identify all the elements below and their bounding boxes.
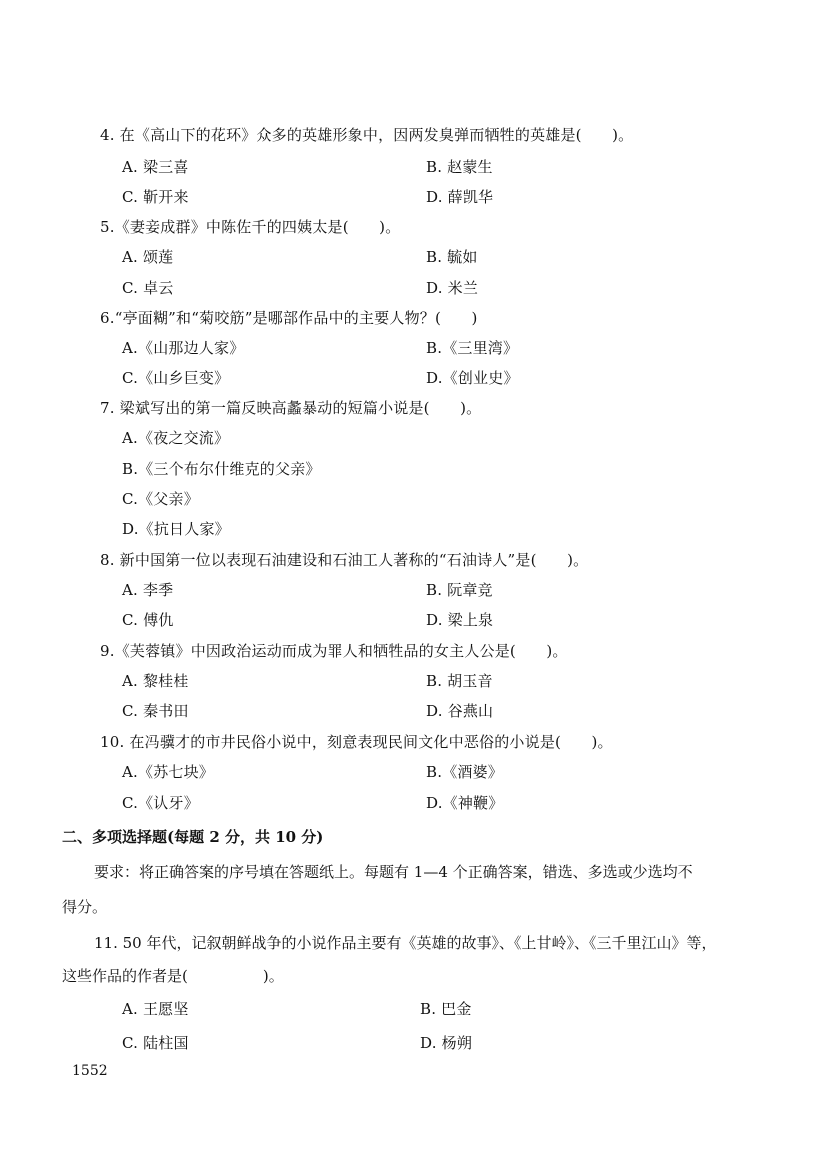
- section-2-requirement-line-2: 得分。: [62, 898, 108, 916]
- question-4-option-d: D. 薛凯华: [426, 188, 494, 206]
- question-4-option-a: A. 梁三喜: [122, 158, 189, 176]
- section-2-title: 二、多项选择题(每题 2 分，共 10 分): [62, 828, 324, 846]
- question-11-option-b: B. 巴金: [420, 1000, 472, 1018]
- question-11-option-d: D. 杨朔: [420, 1034, 473, 1052]
- question-9-option-d: D. 谷燕山: [426, 702, 494, 720]
- question-5-stem: 5.《妻妾成群》中陈佐千的四姨太是( )。: [100, 218, 401, 236]
- question-11-stem-line-2: 这些作品的作者是( )。: [62, 967, 284, 985]
- question-7-option-c: C.《父亲》: [122, 490, 199, 508]
- question-11-stem-line-1: 11. 50 年代，记叙朝鲜战争的小说作品主要有《英雄的故事》、《上甘岭》、《三千里江山》等，: [94, 934, 717, 952]
- question-4-option-c: C. 靳开来: [122, 188, 189, 206]
- question-5-option-c: C. 卓云: [122, 279, 174, 297]
- question-5-option-b: B. 毓如: [426, 248, 478, 266]
- question-10-stem: 10. 在冯骥才的市井民俗小说中，刻意表现民间文化中恶俗的小说是( )。: [100, 733, 613, 751]
- question-10-option-c: C.《认牙》: [122, 794, 199, 812]
- page-number: 1552: [72, 1063, 108, 1079]
- question-6-stem: 6.“亭面糊”和“菊咬筋”是哪部作品中的主要人物？( ): [100, 309, 478, 327]
- question-4-stem: 4. 在《高山下的花环》众多的英雄形象中，因两发臭弹而牺牲的英雄是( )。: [100, 126, 634, 144]
- question-7-option-d: D.《抗日人家》: [122, 520, 230, 538]
- question-9-option-c: C. 秦书田: [122, 702, 189, 720]
- question-10-option-b: B.《酒婆》: [426, 763, 503, 781]
- question-11-option-a: A. 王愿坚: [122, 1000, 189, 1018]
- question-7-option-a: A.《夜之交流》: [122, 429, 230, 447]
- question-8-option-a: A. 李季: [122, 581, 174, 599]
- section-2-requirement-line-1: 要求：将正确答案的序号填在答题纸上。每题有 1—4 个正确答案，错选、多选或少选均不: [94, 863, 693, 881]
- question-10-option-d: D.《神鞭》: [426, 794, 504, 812]
- question-7-stem: 7. 梁斌写出的第一篇反映高蠡暴动的短篇小说是( )。: [100, 399, 482, 417]
- question-6-option-c: C.《山乡巨变》: [122, 369, 230, 387]
- question-6-option-d: D.《创业史》: [426, 369, 519, 387]
- question-6-option-a: A.《山那边人家》: [122, 339, 245, 357]
- question-8-option-c: C. 傅仇: [122, 611, 174, 629]
- question-9-stem: 9.《芙蓉镇》中因政治运动而成为罪人和牺牲品的女主人公是( )。: [100, 642, 568, 660]
- question-8-option-d: D. 梁上泉: [426, 611, 494, 629]
- question-8-stem: 8. 新中国第一位以表现石油建设和石油工人著称的“石油诗人”是( )。: [100, 551, 589, 569]
- question-5-option-d: D. 米兰: [426, 279, 479, 297]
- question-7-option-b: B.《三个布尔什维克的父亲》: [122, 460, 321, 478]
- question-5-option-a: A. 颂莲: [122, 248, 174, 266]
- question-9-option-b: B. 胡玉音: [426, 672, 493, 690]
- question-11-option-c: C. 陆柱国: [122, 1034, 189, 1052]
- question-8-option-b: B. 阮章竞: [426, 581, 493, 599]
- question-9-option-a: A. 黎桂桂: [122, 672, 189, 690]
- question-4-option-b: B. 赵蒙生: [426, 158, 493, 176]
- question-10-option-a: A.《苏七块》: [122, 763, 215, 781]
- question-6-option-b: B.《三里湾》: [426, 339, 519, 357]
